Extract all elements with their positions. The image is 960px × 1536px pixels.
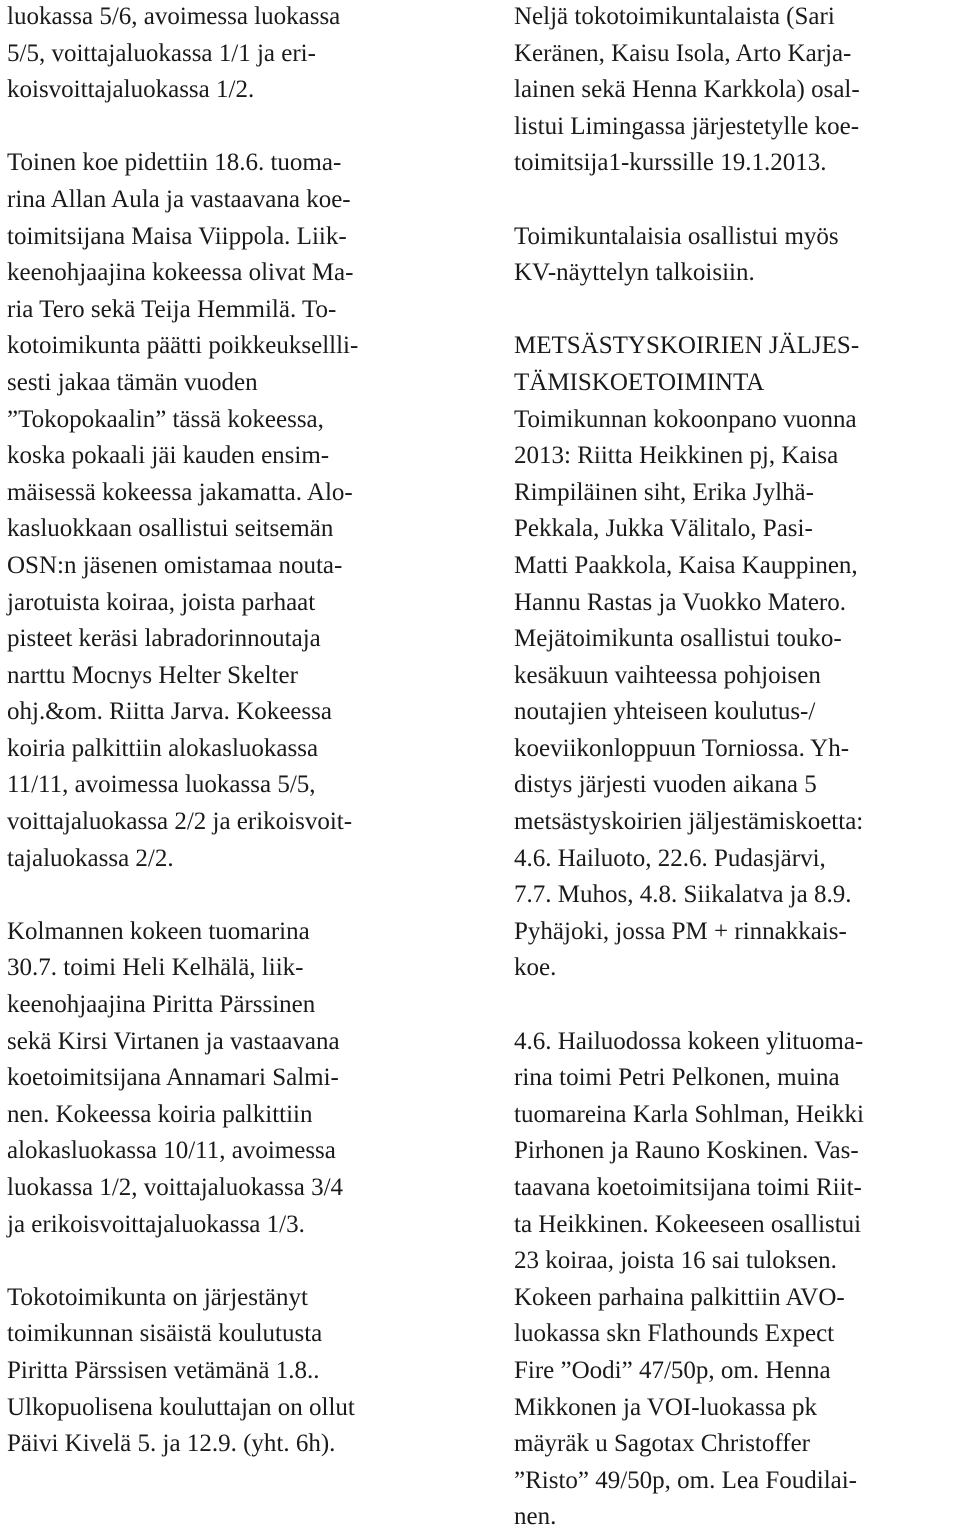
text-line: rina toimi Petri Pelkonen, muina: [514, 1064, 840, 1092]
text-line: luokassa 5/6, avoimessa luokassa: [7, 3, 341, 30]
text-line: listui Limingassa järjestetylle koe-: [514, 112, 860, 140]
text-line: koetoimitsijana Annamari Salmi-: [7, 1064, 339, 1092]
paragraph: [514, 219, 960, 292]
text-line: ja erikoisvoittajaluokassa 1/3.: [7, 1210, 305, 1238]
left-column: [7, 0, 477, 1463]
text-line: pisteet keräsi labradorinnoutaja: [7, 625, 321, 653]
text-line: ”Tokopokaalin” tässä kokeessa,: [7, 405, 324, 433]
text-line: koiria palkittiin alokasluokassa: [7, 734, 319, 762]
text-line: ohj.&om. Riitta Jarva. Kokeessa: [7, 698, 332, 726]
paragraph: [7, 914, 477, 1243]
text-line: nen. Kokeessa koiria palkittiin: [7, 1100, 313, 1128]
text-line: taavana koetoimitsijana toimi Riit-: [514, 1174, 862, 1201]
text-line: koska pokaali jäi kauden ensim-: [7, 442, 330, 470]
text-line: toimitsija1-kurssille 19.1.2013.: [514, 149, 827, 177]
text-line: Päivi Kivelä 5. ja 12.9. (yht. 6h).: [7, 1430, 336, 1458]
text-line: KV-näyttelyn talkoisiin.: [514, 259, 755, 287]
paragraph: [514, 328, 960, 987]
paragraph-gap: [514, 292, 960, 329]
text-line: alokasluokassa 10/11, avoimessa: [7, 1137, 336, 1165]
text-line: ria Tero sekä Teija Hemmilä. To-: [7, 295, 337, 323]
text-line: Piritta Pärssisen vetämänä 1.8..: [7, 1356, 320, 1384]
text-line: 7.7. Muhos, 4.8. Siikalatva ja 8.9.: [514, 881, 852, 909]
text-line: METSÄSTYSKOIRIEN JÄLJES-: [514, 332, 860, 360]
text-line: Rimpiläinen siht, Erika Jylhä-: [514, 478, 814, 506]
text-line: Mikkonen ja VOI-luokassa pk: [514, 1393, 817, 1421]
text-line: mäisessä kokeessa jakamatta. Alo-: [7, 478, 353, 506]
text-line: distys järjesti vuoden aikana 5: [514, 771, 817, 799]
text-line: lainen sekä Henna Karkkola) osal-: [514, 76, 860, 104]
text-line: Kokeen parhaina palkittiin AVO-: [514, 1283, 845, 1311]
text-line: Ulkopuolisena kouluttajan on ollut: [7, 1393, 355, 1421]
text-line: rina Allan Aula ja vastaavana koe-: [7, 185, 351, 213]
text-line: OSN:n jäsenen omistamaa nouta-: [7, 551, 343, 579]
right-column: [514, 0, 960, 1536]
text-line: Kolmannen kokeen tuomarina: [7, 917, 310, 945]
paragraph-gap: [514, 987, 960, 1024]
paragraph-gap: [514, 182, 960, 219]
text-line: 11/11, avoimessa luokassa 5/5,: [7, 771, 316, 799]
text-line: Fire ”Oodi” 47/50p, om. Henna: [514, 1356, 831, 1384]
text-line: 4.6. Hailuoto, 22.6. Pudasjärvi,: [514, 844, 826, 872]
text-line: luokassa 1/2, voittajaluokassa 3/4: [7, 1174, 344, 1201]
text-line: mäyräk u Sagotax Christoffer: [514, 1430, 810, 1458]
text-line: toimikunnan sisäistä koulutusta: [7, 1320, 323, 1348]
text-line: toimitsijana Maisa Viippola. Liik-: [7, 222, 347, 250]
text-line: jarotuista koiraa, joista parhaat: [7, 588, 316, 616]
text-line: Pyhäjoki, jossa PM + rinnakkais-: [514, 917, 847, 945]
text-line: sesti jakaa tämän vuoden: [7, 368, 258, 396]
paragraph-gap: [7, 109, 477, 146]
text-line: TÄMISKOETOIMINTA: [514, 368, 765, 396]
text-line: metsästyskoirien jäljestämiskoetta:: [514, 808, 864, 836]
text-line: 4.6. Hailuodossa kokeen ylituoma-: [514, 1027, 864, 1055]
paragraph: [514, 1024, 960, 1536]
text-line: Matti Paakkola, Kaisa Kauppinen,: [514, 551, 858, 579]
paragraph-gap: [7, 1243, 477, 1280]
paragraph-gap: [7, 877, 477, 914]
text-line: sekä Kirsi Virtanen ja vastaavana: [7, 1027, 340, 1055]
text-line: ta Heikkinen. Kokeeseen osallistui: [514, 1210, 862, 1238]
text-line: Toimikunnan kokoonpano vuonna: [514, 405, 857, 433]
text-line: noutajien yhteiseen koulutus-/: [514, 698, 816, 726]
text-line: Pekkala, Jukka Välitalo, Pasi-: [514, 515, 813, 543]
text-line: keenohjaajina Piritta Pärssinen: [7, 991, 316, 1019]
text-line: tajaluokassa 2/2.: [7, 844, 174, 872]
text-line: Mejätoimikunta osallistui touko-: [514, 625, 842, 653]
text-line: koisvoittajaluokassa 1/2.: [7, 76, 255, 104]
paragraph: [7, 145, 477, 877]
text-line: Neljä tokotoimikuntalaista (Sari: [514, 3, 835, 30]
text-line: kasluokkaan osallistui seitsemän: [7, 515, 334, 543]
text-line: tuomareina Karla Sohlman, Heikki: [514, 1100, 864, 1128]
text-line: ”Risto” 49/50p, om. Lea Foudilai-: [514, 1466, 858, 1494]
text-line: voittajaluokassa 2/2 ja erikoisvoit-: [7, 808, 353, 836]
text-line: 23 koiraa, joista 16 sai tuloksen.: [514, 1247, 837, 1275]
text-line: keenohjaajina kokeessa olivat Ma-: [7, 259, 354, 287]
text-line: koe.: [514, 954, 557, 982]
text-line: narttu Mocnys Helter Skelter: [7, 661, 298, 689]
text-line: luokassa skn Flathounds Expect: [514, 1320, 835, 1348]
text-line: 30.7. toimi Heli Kelhälä, liik-: [7, 954, 304, 982]
paragraph: [7, 0, 477, 109]
paragraph: [514, 0, 960, 182]
text-line: Tokotoimikunta on järjestänyt: [7, 1283, 308, 1311]
text-line: koeviikonloppuun Torniossa. Yh-: [514, 734, 850, 762]
paragraph: [7, 1280, 477, 1463]
text-line: Pirhonen ja Rauno Koskinen. Vas-: [514, 1137, 859, 1165]
text-line: Toinen koe pidettiin 18.6. tuoma-: [7, 149, 342, 177]
text-line: nen.: [514, 1503, 557, 1531]
text-line: Keränen, Kaisu Isola, Arto Karja-: [514, 39, 852, 67]
text-line: kesäkuun vaihteessa pohjoisen: [514, 661, 821, 689]
text-line: 2013: Riitta Heikkinen pj, Kaisa: [514, 442, 839, 470]
text-line: Toimikuntalaisia osallistui myös: [514, 222, 839, 250]
text-line: Hannu Rastas ja Vuokko Matero.: [514, 588, 847, 616]
text-line: kotoimikunta päätti poikkeuksellli-: [7, 332, 359, 360]
text-line: 5/5, voittajaluokassa 1/1 ja eri-: [7, 39, 316, 67]
